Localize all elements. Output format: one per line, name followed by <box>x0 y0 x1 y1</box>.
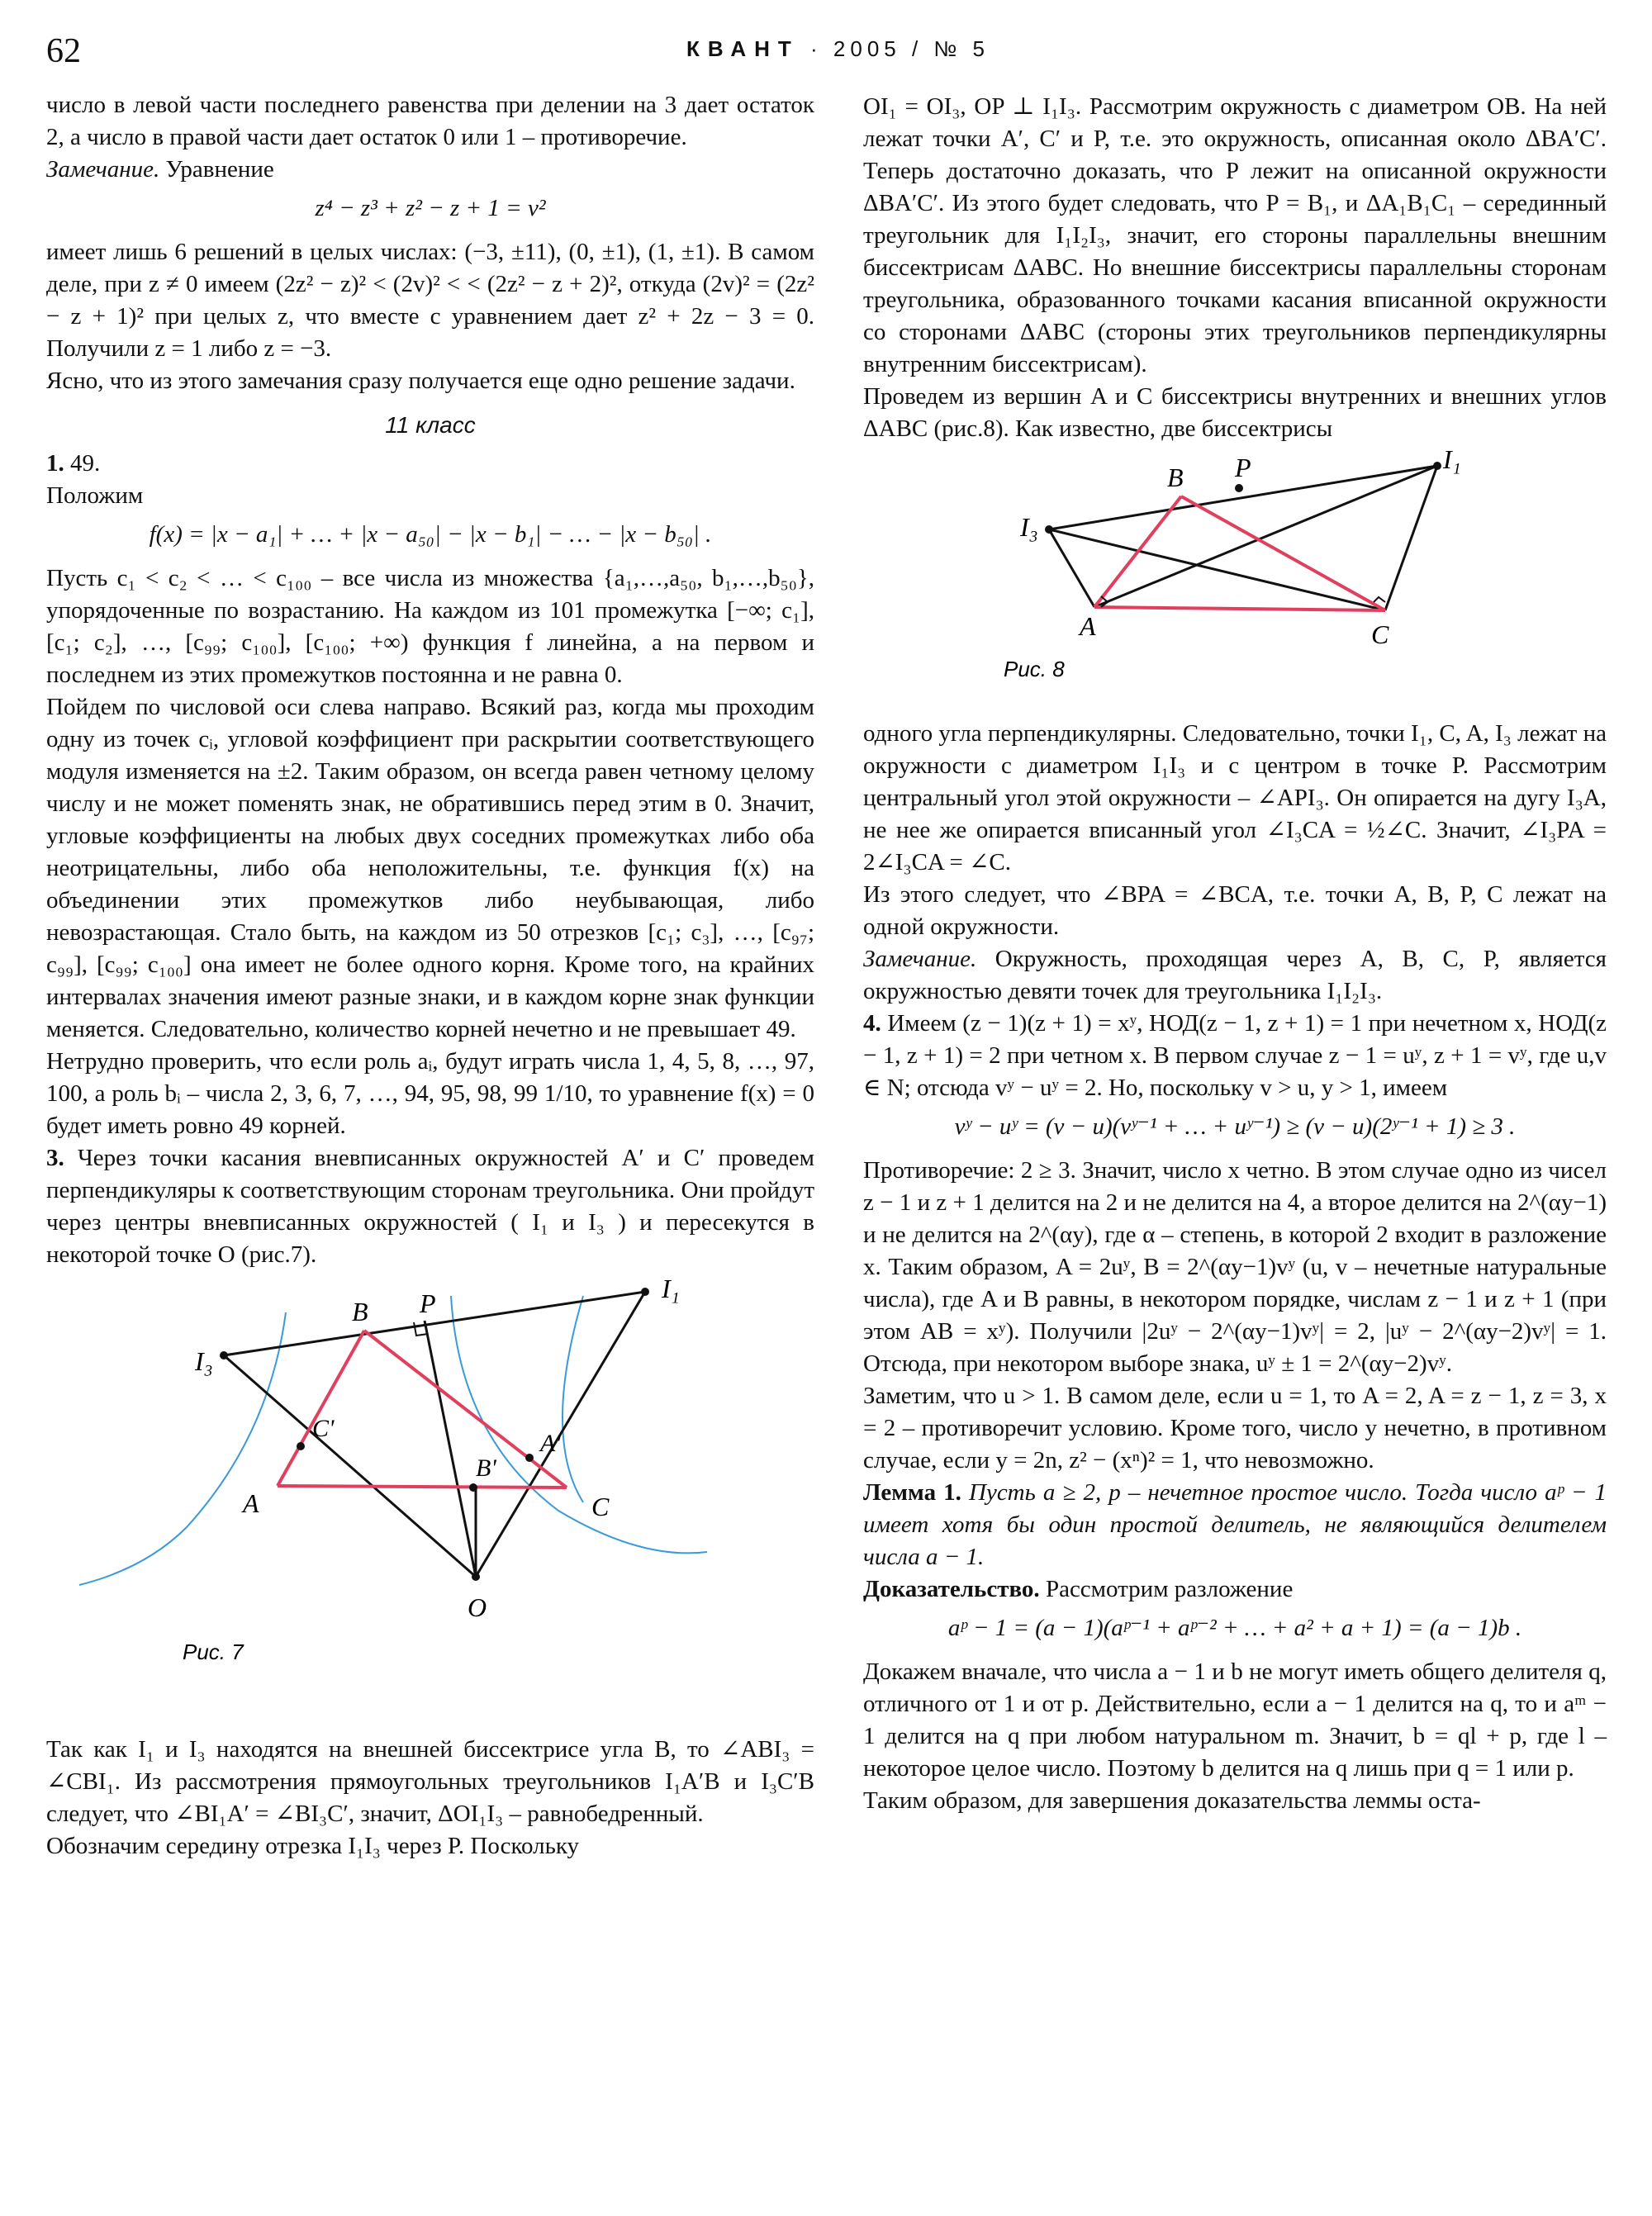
paragraph: Ясно, что из этого замечания сразу получается еще одно решение задачи. <box>46 368 795 394</box>
label-I1: I₁ <box>1443 445 1461 474</box>
figure-8-caption: Рис. 8 <box>1004 657 1065 681</box>
label-A: A <box>243 1488 259 1518</box>
point-I1 <box>1433 462 1441 470</box>
label-P: P <box>420 1288 436 1318</box>
label-B1: B' <box>476 1454 496 1482</box>
paragraph: Пойдем по числовой оси слева направо. Всякий раз, когда мы проходим одну из точек cᵢ, угловой коэффициент при раскрытии соответствующего модуля изменяется на ±2. Таким образом, он всегда равен четному целому числу и не может поменять знак, не обратившись перед этим в 0. Значит, угловые коэффициенты на любых двух соседних промежутках либо оба неотрицательны, либо оба неположительны, т.е. функция f(x) на объединении этих промежутков либо неубывающая, либо невозрастающая. Стало быть, на каждом из 50 отрезков [c₁; c₃], …, [c₉₇; c₉₉], [c₉₉; c₁₀₀] она имеет не более одного корня. Кроме того, на крайних интервалах значения имеют разные знаки, и в каждом корне знак функции меняется. Следовательно, количество корней нечетно и не превышает 49. <box>46 694 814 1042</box>
problem-number: 3. <box>46 1145 64 1171</box>
side-AC <box>1094 607 1385 610</box>
problem-4 <box>863 1008 1607 1104</box>
lemma-text: Пусть a ≥ 2, p – нечетное простое число. Тогда число aᵖ − 1 имеет хотя бы один простой делитель, не являющийся делителем числа a − 1. <box>863 1479 1607 1570</box>
lemma <box>863 1477 1607 1573</box>
excircle-arc-left <box>79 1312 286 1585</box>
label-P: P <box>1235 453 1251 482</box>
paragraph: Таким образом, для завершения доказательства леммы оста- <box>863 1787 1481 1814</box>
figure-7-drawing <box>46 1271 814 1734</box>
figure-7-caption: Рис. 7 <box>183 1639 244 1664</box>
remark <box>863 943 1607 1008</box>
paragraph: Так как I₁ и I₃ находятся на внешней биссектрисе угла B, то ∠ABI₃ = ∠CBI₁. Из рассмотрения прямоугольных треугольников I₁A′B и I₃C′B следует, что ∠BI₁A′ = ∠BI₃C′, значит, ΔOI₁I₃ – равнобедренный. <box>46 1736 814 1827</box>
problem-number: 1. <box>46 450 64 477</box>
lemma-label: Лемма 1. <box>863 1479 961 1506</box>
label-A: A <box>1080 611 1096 641</box>
side-AC <box>278 1486 567 1488</box>
equation: f(x) = |x − a₁| + … + |x − a₅₀| − |x − b₁| − … − |x − b₅₀| . <box>149 521 712 548</box>
label-I1: I₁ <box>662 1274 680 1303</box>
left-column <box>46 89 814 1862</box>
figure-7 <box>46 1271 814 1734</box>
paragraph: Пусть c₁ < c₂ < … < c₁₀₀ – все числа из множества {a₁,…,a₅₀, b₁,…,b₅₀}, упорядоченные по возрастанию. На каждом из 101 промежутка [−∞; c₁], [c₁; c₂], …, [c₉₉; c₁₀₀], [c₁₀₀; +∞) функция f линейна, а на первом и последнем из этих промежутков постоянна и не равна 0. <box>46 565 814 688</box>
label-B: B <box>1167 463 1184 492</box>
journal-issue: · 2005 / № 5 <box>810 36 990 61</box>
point-I3 <box>220 1351 228 1359</box>
section-title: 11 класс <box>385 412 476 438</box>
point-I3 <box>1045 525 1053 534</box>
journal-name: КВАНТ <box>686 36 800 61</box>
line-I1-A <box>1094 466 1437 607</box>
proof <box>863 1573 1607 1606</box>
problem-3 <box>46 1142 814 1271</box>
equation: z⁴ − z³ + z² − z + 1 = v² <box>315 195 546 221</box>
problem-1-header <box>46 448 814 480</box>
point-O <box>472 1573 480 1581</box>
side-AB <box>278 1331 364 1486</box>
label-I3: I₃ <box>1020 512 1038 542</box>
paragraph: Положим <box>46 482 144 509</box>
paragraph: имеет лишь 6 решений в целых числах: (−3, ±11), (0, ±1), (1, ±1). В самом деле, при z ≠ 0 имеем (2z² − z)² < (2v)² < < (2z² − z + 2)², откуда (2v)² = (2z² − z + 1)² при целых z, что вместе с уравнением дает z² + 2z − 3 = 0. Получили z = 1 либо z = −3. <box>46 239 814 362</box>
label-C1: C' <box>312 1415 335 1442</box>
problem-text: Имеем (z − 1)(z + 1) = xʸ, НОД(z − 1, z + 1) = 1 при нечетном x, НОД(z − 1, z + 1) = 2 при четном x. В первом случае z − 1 = uʸ, z + 1 = vʸ, где u,v ∈ N; отсюда vʸ − uʸ = 2. Но, поскольку v > u, y > 1, имеем <box>863 1010 1607 1101</box>
excircle-arc-right <box>451 1296 707 1553</box>
point-C1 <box>297 1442 305 1450</box>
point-I1 <box>641 1288 649 1296</box>
equation: aᵖ − 1 = (a − 1)(aᵖ⁻¹ + aᵖ⁻² + … + a² + a + 1) = (a − 1)b . <box>947 1615 1522 1641</box>
figure-8-drawing <box>863 445 1607 718</box>
line-I3-A <box>1049 529 1094 607</box>
remark-text: Окружность, проходящая через A, B, C, P, является окружностью девяти точек для треугольника I₁I₂I₃. <box>863 946 1607 1004</box>
page-number: 62 <box>46 32 81 70</box>
journal-title <box>686 36 990 62</box>
line-I1-C <box>1385 466 1437 610</box>
label-B: B <box>352 1297 368 1326</box>
paragraph: одного угла перпендикулярны. Следовательно, точки I₁, C, A, I₃ лежат на окружности с диаметром I₁I₃ и с центром в точке P. Рассмотрим центральный угол этой окружности – ∠API₃. Он опирается на дугу I₃A, не нее же опирается вписанный угол ∠I₃CA = ½∠C. Значит, ∠I₃PA = 2∠I₃CA = ∠C. <box>863 720 1607 875</box>
remark-label: Замечание. <box>46 156 160 183</box>
label-I3: I₃ <box>195 1346 213 1376</box>
figure-8 <box>863 445 1607 718</box>
side-BC <box>364 1331 567 1488</box>
label-C: C <box>1371 619 1389 649</box>
proof-text: Рассмотрим разложение <box>1045 1576 1294 1602</box>
page-header <box>46 31 1607 81</box>
right-column <box>863 91 1607 1817</box>
point-B1 <box>469 1483 477 1492</box>
problem-text: Через точки касания вневписанных окружностей A′ и C′ проведем перпендикуляры к соответствующим сторонам треугольника. Они пройдут через центры вневписанных окружностей ( I₁ и I₃ ) и пересекутся в некоторой точке O (рис.7). <box>46 1145 815 1268</box>
paragraph: Противоречие: 2 ≥ 3. Значит, число x четно. В этом случае одно из чисел z − 1 и z + 1 делится на 2 и не делится на 4, а второе делится на 2^(αy−1) и не делится на 2^(αy), где α – степень, в которой 2 входит в разложение x. Таким образом, A = 2uʸ, B = 2^(αy−1)vʸ (u, v – нечетные натуральные числа), где A и B равны, в некотором порядке, числам z − 1 и z + 1 (при этом AB = xʸ). Получили |2uʸ − 2^(αy−1)vʸ| = 2, |uʸ − 2^(αy−2)vʸ| = 1. Отсюда, при некотором выборе знака, uʸ ± 1 = 2^(αy−2)vʸ. <box>863 1157 1607 1377</box>
paragraph: OI₁ = OI₃, OP ⊥ I₁I₃. Рассмотрим окружность с диаметром OB. На ней лежат точки A′, C′ и P, т.е. это окружность, описанная около ΔBA′C′. Теперь достаточно доказать, что P лежит на описанной окружности ΔBA′C′. Из этого будет следовать, что P = B₁, и ΔA₁B₁C₁ – серединный треугольник для I₁I₂I₃, значит, его стороны параллельны внешним биссектрисам ΔABC. Но внешние биссектрисы параллельны сторонам треугольника, образованного точками касания вписанной окружности со сторонами ΔABC (стороны этих треугольников перпендикулярны внутренним биссектрисам). <box>863 93 1607 377</box>
paragraph: Из этого следует, что ∠BPA = ∠BCA, т.е. точки A, B, P, C лежат на одной окружности. <box>863 881 1607 940</box>
equation: vʸ − uʸ = (v − u)(vʸ⁻¹ + … + uʸ⁻¹) ≥ (v − u)(2ʸ⁻¹ + 1) ≥ 3 . <box>954 1113 1516 1140</box>
right-angle-mark-C <box>1374 597 1385 602</box>
paragraph: Обозначим середину отрезка I₁I₃ через P. Поскольку <box>46 1833 580 1859</box>
remark-label: Замечание. <box>863 946 977 972</box>
paragraph: Заметим, что u > 1. В самом деле, если u = 1, то A = 2, A = z − 1, z = 3, x = 2 – противоречит условию. Кроме того, число y нечетно, в противном случае, если y = 2n, z² − (xⁿ)² = 1, что невозможно. <box>863 1383 1607 1473</box>
problem-answer: 49. <box>70 450 101 477</box>
label-C: C <box>591 1492 610 1521</box>
paragraph: число в левой части последнего равенства при делении на 3 дает остаток 2, а число в правой части дает остаток 0 или 1 – противоречие. <box>46 92 814 150</box>
remark-text: Уравнение <box>165 156 274 183</box>
problem-number: 4. <box>863 1010 881 1037</box>
point-A1 <box>525 1454 534 1462</box>
paragraph: Проведем из вершин A и C биссектрисы внутренних и внешних углов ΔABC (рис.8). Как известно, две биссектрисы <box>863 383 1607 442</box>
paragraph: Докажем вначале, что числа a − 1 и b не могут иметь общего делителя q, отличного от 1 и от p. Действительно, если a − 1 делится на q, то и aᵐ − 1 делится на q при любом натуральном m. Значит, b = ql + p, где l – некоторое целое число. Поэтому b делится на q лишь при q = 1 или p. <box>863 1658 1607 1782</box>
label-A1: A' <box>540 1430 561 1457</box>
side-BC <box>1181 496 1385 610</box>
proof-label: Доказательство. <box>863 1576 1040 1602</box>
point-P <box>1235 484 1243 492</box>
paragraph: Нетрудно проверить, что если роль aᵢ, будут играть числа 1, 4, 5, 8, …, 97, 100, а роль bᵢ – числа 2, 3, 6, 7, …, 94, 95, 98, 99 1/10, то уравнение f(x) = 0 будет иметь ровно 49 корней. <box>46 1048 814 1139</box>
label-O: O <box>468 1592 487 1622</box>
remark <box>46 154 814 186</box>
